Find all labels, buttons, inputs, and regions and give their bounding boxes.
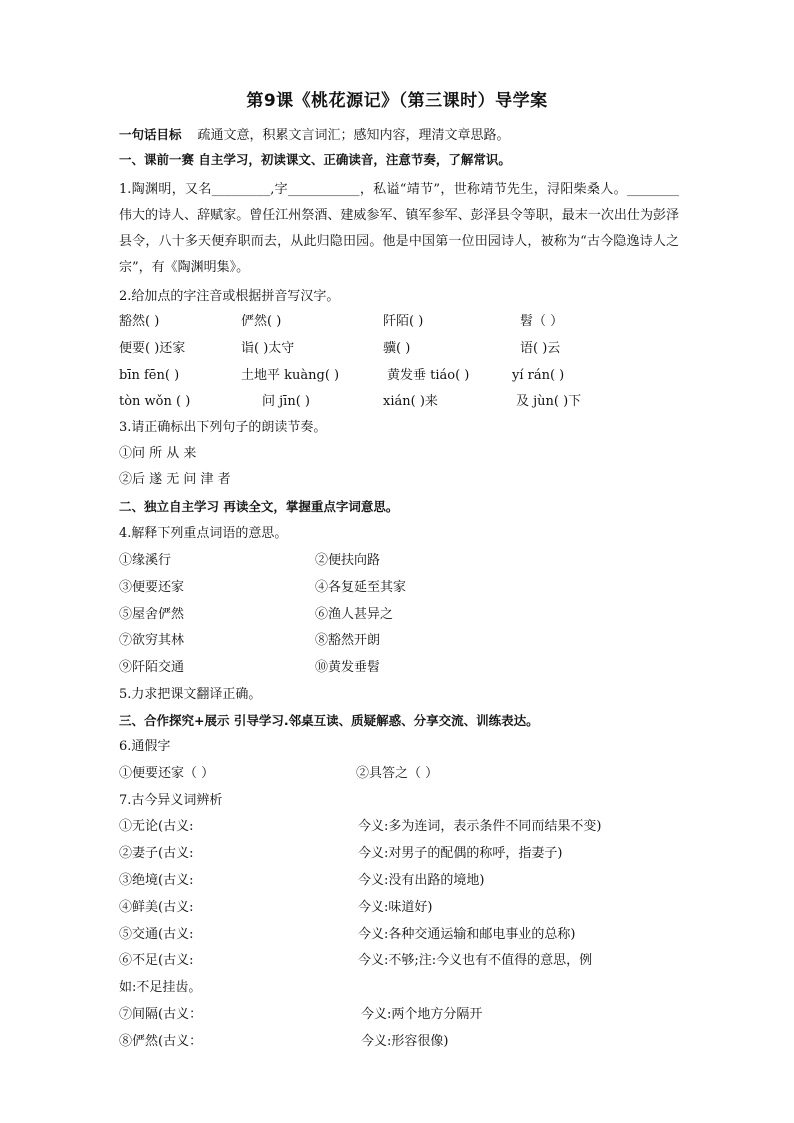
q2-r3-c3: 黄发垂 tiáo( ): [387, 368, 470, 383]
q4-item-8: ⑧豁然开朗: [315, 633, 381, 648]
question-6-label: 6.通假字: [119, 739, 171, 754]
q2-r1-c3: 阡陌( ): [383, 314, 424, 329]
q7-ancient-1: ①无论(古义:: [119, 819, 194, 834]
question-2-label: 2.给加点的字注音或根据拼音写汉字。: [119, 289, 340, 304]
q2-r2-c3: 骥( ): [383, 341, 411, 356]
q7-modern-6: 今义:不够;注:今义也有不值得的意思，例: [358, 953, 593, 968]
q7-continuation: 如:不足挂齿。: [119, 980, 202, 995]
q2-r3-c2: 土地平 kuàng( ): [241, 368, 340, 383]
q2-r4-c2: 问 jīn( ): [262, 394, 310, 409]
q7-ancient-7: ⑦间隔(古义：: [119, 1007, 203, 1022]
goal-text: 疏通文意，积累文言词汇；感知内容，理清文章思路。: [197, 128, 510, 143]
goal-line: [119, 125, 510, 146]
q4-item-7: ⑦欲穷其林: [119, 633, 185, 648]
q7-modern-4: 今义:味道好): [358, 900, 433, 915]
q7-modern-8: 今义:形容很像): [361, 1034, 449, 1049]
q7-modern-5: 今义:各种交通运输和邮电事业的总称): [358, 927, 576, 942]
q4-item-9: ⑨阡陌交通: [119, 660, 185, 675]
section-2-heading: 二、独立自主学习 再读全文，掌握重点字词意思。: [119, 499, 399, 514]
q7-ancient-8: ⑧俨然(古义：: [119, 1034, 203, 1049]
q2-r2-c2: 诣( )太守: [241, 341, 295, 356]
q7-ancient-3: ③绝境(古义:: [119, 873, 194, 888]
q2-r1-c2: 俨然( ): [241, 314, 282, 329]
q2-r4-c1: tòn wǒn ( ): [119, 394, 191, 409]
q4-item-10: ⑩黄发垂髫: [315, 660, 381, 675]
question-1-text: 1.陶渊明，又名_________,字___________，私谥“靖节”，世称靖节先生，浔阳柴桑人。________伟大的诗人、辞赋家。曾任江州祭酒、建威参军、镇军参军、彭泽县令等职，最末一次出仕为彭泽县令，八十多天便弃职而去，从此归隐田园。他是中国第一位田园诗人，被称为“古今隐逸诗人之宗”，有《陶渊明集》。: [119, 182, 679, 275]
q2-r2-c4: 语( )云: [520, 341, 561, 356]
q2-r3-c1: bīn fēn( ): [119, 368, 180, 383]
q7-ancient-6: ⑥不足(古义:: [119, 953, 194, 968]
q4-item-4: ④各复延至其家: [315, 580, 407, 595]
q4-item-2: ②便扶向路: [315, 553, 381, 568]
q6-item-2: ②具答之（ ）: [356, 766, 439, 781]
q2-r4-c3: xián( )来: [383, 394, 438, 409]
q2-r3-c4: yí rán( ): [512, 368, 565, 383]
q7-modern-1: 今义:多为连词，表示条件不同而结果不变): [358, 819, 602, 834]
q2-r2-c1: 便要( )还家: [119, 341, 186, 356]
q7-modern-3: 今义:没有出路的境地): [358, 873, 485, 888]
question-4-label: 4.解释下列重点词语的意思。: [119, 526, 288, 541]
q2-r1-c4: 髫（ ）: [520, 314, 564, 329]
page-title: 第9课《桃花源记》（第三课时）导学案: [246, 91, 548, 111]
question-5-label: 5.力求把课文翻译正确。: [119, 687, 262, 702]
section-3-heading: 三、合作探究+展示 引导学习.邻桌互读、质疑解惑、分享交流、训练表达。: [119, 713, 539, 728]
question-3-sentence-1: ①问 所 从 来: [119, 446, 197, 461]
q4-item-1: ①缘溪行: [119, 553, 172, 568]
q2-r1-c1: 豁然( ): [119, 314, 160, 329]
question-7-label: 7.古今异义词辨析: [119, 793, 223, 808]
q6-item-1: ①便要还家（ ）: [119, 766, 215, 781]
q7-ancient-4: ④鲜美(古义:: [119, 900, 194, 915]
q4-item-5: ⑤屋舍俨然: [119, 607, 185, 622]
question-3-label: 3.请正确标出下列句子的朗读节奏。: [119, 420, 327, 435]
q7-ancient-2: ②妻子(古义:: [119, 846, 194, 861]
q7-modern-7: 今义:两个地方分隔开: [361, 1007, 483, 1022]
q4-item-3: ③便要还家: [119, 580, 185, 595]
goal-label: 一句话目标: [119, 127, 182, 142]
section-1-heading: 一、课前一赛 自主学习，初读课文、正确读音，注意节奏，了解常识。: [119, 152, 511, 167]
question-3-sentence-2: ②后 遂 无 问 津 者: [119, 472, 231, 487]
q2-r4-c4: 及 jùn( )下: [516, 394, 582, 409]
q4-item-6: ⑥渔人甚异之: [315, 607, 394, 622]
q7-ancient-5: ⑤交通(古义:: [119, 927, 194, 942]
q7-modern-2: 今义:对男子的配偶的称呼，指妻子): [358, 846, 563, 861]
